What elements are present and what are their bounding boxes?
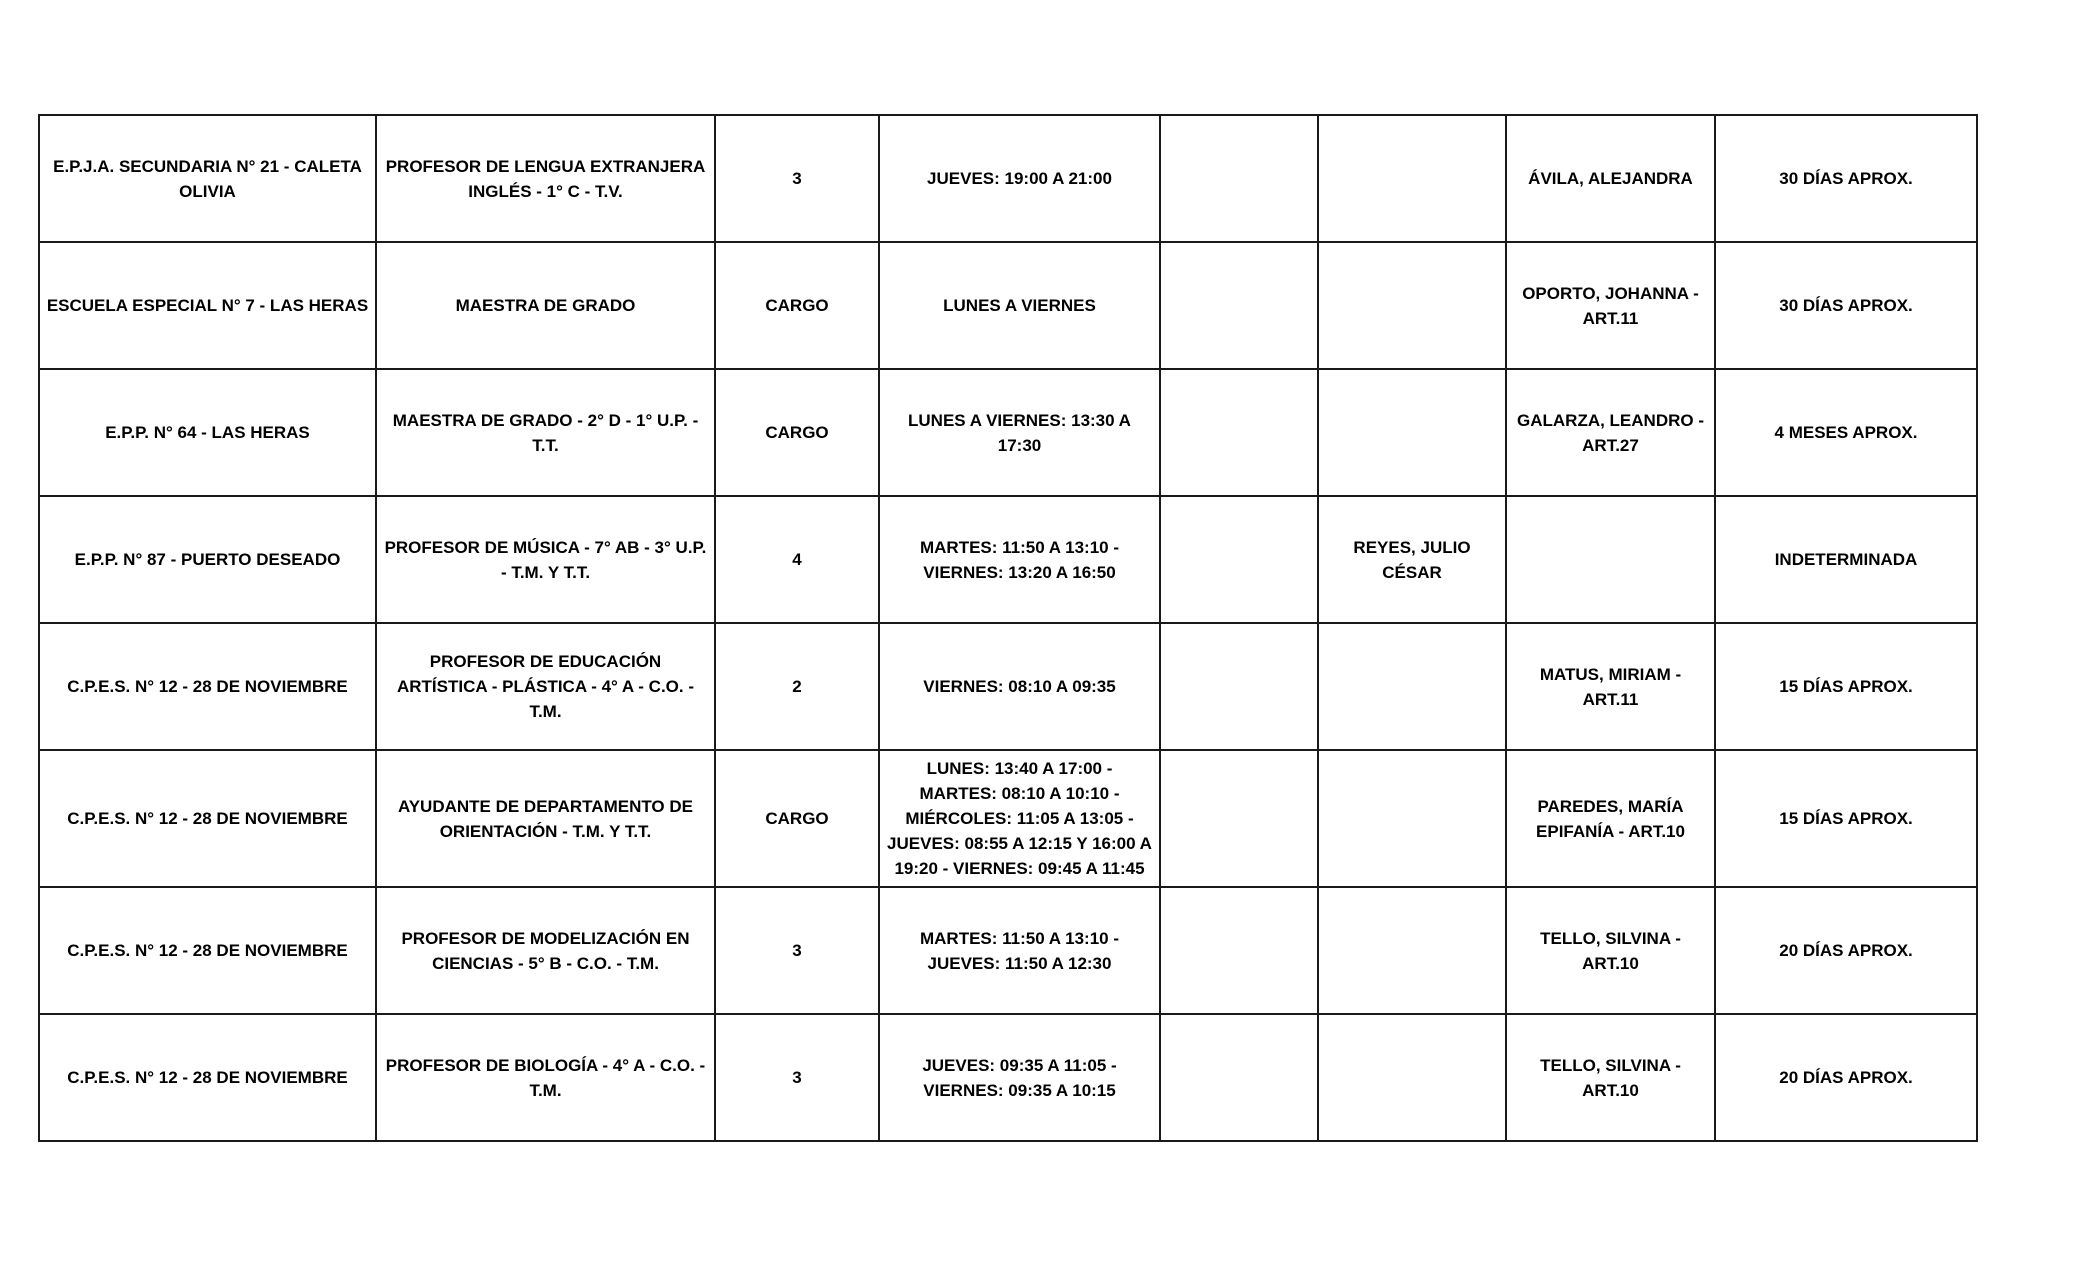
duration-cell: 15 DÍAS APROX. xyxy=(1715,623,1977,750)
holder-cell: REYES, JULIO CÉSAR xyxy=(1318,496,1506,623)
holder-cell xyxy=(1318,115,1506,242)
schedule-cell: LUNES A VIERNES xyxy=(879,242,1160,369)
position-cell: PROFESOR DE MÚSICA - 7° AB - 3° U.P. - T.M. Y T.T. xyxy=(376,496,715,623)
holder-cell xyxy=(1318,750,1506,887)
position-cell: PROFESOR DE EDUCACIÓN ARTÍSTICA - PLÁSTICA - 4° A - C.O. - T.M. xyxy=(376,623,715,750)
table-row xyxy=(39,242,1977,369)
empty-cell xyxy=(1160,623,1318,750)
holder-cell xyxy=(1318,887,1506,1014)
position-cell: AYUDANTE DE DEPARTAMENTO DE ORIENTACIÓN - T.M. Y T.T. xyxy=(376,750,715,887)
hours-cell: 3 xyxy=(715,115,879,242)
schedule-cell: VIERNES: 08:10 A 09:35 xyxy=(879,623,1160,750)
school-cell: C.P.E.S. N° 12 - 28 DE NOVIEMBRE xyxy=(39,623,376,750)
replaced-teacher-cell: ÁVILA, ALEJANDRA xyxy=(1506,115,1715,242)
school-cell: ESCUELA ESPECIAL N° 7 - LAS HERAS xyxy=(39,242,376,369)
schedule-cell: LUNES A VIERNES: 13:30 A 17:30 xyxy=(879,369,1160,496)
school-cell: E.P.P. N° 64 - LAS HERAS xyxy=(39,369,376,496)
replaced-teacher-cell: TELLO, SILVINA - ART.10 xyxy=(1506,887,1715,1014)
table-row xyxy=(39,1014,1977,1141)
duration-cell: 20 DÍAS APROX. xyxy=(1715,1014,1977,1141)
hours-cell: CARGO xyxy=(715,242,879,369)
hours-cell: 3 xyxy=(715,887,879,1014)
replaced-teacher-cell: TELLO, SILVINA - ART.10 xyxy=(1506,1014,1715,1141)
replaced-teacher-cell xyxy=(1506,496,1715,623)
table-row xyxy=(39,115,1977,242)
school-cell: E.P.J.A. SECUNDARIA N° 21 - CALETA OLIVIA xyxy=(39,115,376,242)
empty-cell xyxy=(1160,496,1318,623)
table-row xyxy=(39,369,1977,496)
hours-cell: CARGO xyxy=(715,369,879,496)
duration-cell: INDETERMINADA xyxy=(1715,496,1977,623)
duration-cell: 30 DÍAS APROX. xyxy=(1715,115,1977,242)
duration-cell: 4 MESES APROX. xyxy=(1715,369,1977,496)
table-row xyxy=(39,887,1977,1014)
duration-cell: 30 DÍAS APROX. xyxy=(1715,242,1977,369)
school-cell: C.P.E.S. N° 12 - 28 DE NOVIEMBRE xyxy=(39,1014,376,1141)
schedule-cell: LUNES: 13:40 A 17:00 - MARTES: 08:10 A 10:10 - MIÉRCOLES: 11:05 A 13:05 - JUEVES: 08:55 A 12:15 Y 16:00 A 19:20 - VIERNES: 09:45 A 11:45 xyxy=(879,750,1160,887)
hours-cell: 3 xyxy=(715,1014,879,1141)
position-cell: MAESTRA DE GRADO - 2° D - 1° U.P. - T.T. xyxy=(376,369,715,496)
replaced-teacher-cell: PAREDES, MARÍA EPIFANÍA - ART.10 xyxy=(1506,750,1715,887)
schedule-cell: MARTES: 11:50 A 13:10 - VIERNES: 13:20 A 16:50 xyxy=(879,496,1160,623)
schedule-cell: JUEVES: 19:00 A 21:00 xyxy=(879,115,1160,242)
table-row xyxy=(39,750,1977,887)
school-cell: C.P.E.S. N° 12 - 28 DE NOVIEMBRE xyxy=(39,750,376,887)
school-cell: E.P.P. N° 87 - PUERTO DESEADO xyxy=(39,496,376,623)
schedule-cell: MARTES: 11:50 A 13:10 - JUEVES: 11:50 A 12:30 xyxy=(879,887,1160,1014)
table-row xyxy=(39,496,1977,623)
position-cell: PROFESOR DE LENGUA EXTRANJERA INGLÉS - 1° C - T.V. xyxy=(376,115,715,242)
holder-cell xyxy=(1318,623,1506,750)
empty-cell xyxy=(1160,1014,1318,1141)
position-cell: PROFESOR DE MODELIZACIÓN EN CIENCIAS - 5° B - C.O. - T.M. xyxy=(376,887,715,1014)
position-cell: MAESTRA DE GRADO xyxy=(376,242,715,369)
vacancies-table xyxy=(38,114,1978,1142)
hours-cell: 2 xyxy=(715,623,879,750)
empty-cell xyxy=(1160,242,1318,369)
replaced-teacher-cell: GALARZA, LEANDRO - ART.27 xyxy=(1506,369,1715,496)
holder-cell xyxy=(1318,242,1506,369)
table-row xyxy=(39,623,1977,750)
empty-cell xyxy=(1160,887,1318,1014)
position-cell: PROFESOR DE BIOLOGÍA - 4° A - C.O. - T.M. xyxy=(376,1014,715,1141)
duration-cell: 20 DÍAS APROX. xyxy=(1715,887,1977,1014)
holder-cell xyxy=(1318,369,1506,496)
replaced-teacher-cell: OPORTO, JOHANNA - ART.11 xyxy=(1506,242,1715,369)
schedule-cell: JUEVES: 09:35 A 11:05 - VIERNES: 09:35 A 10:15 xyxy=(879,1014,1160,1141)
hours-cell: CARGO xyxy=(715,750,879,887)
empty-cell xyxy=(1160,115,1318,242)
school-cell: C.P.E.S. N° 12 - 28 DE NOVIEMBRE xyxy=(39,887,376,1014)
hours-cell: 4 xyxy=(715,496,879,623)
empty-cell xyxy=(1160,369,1318,496)
holder-cell xyxy=(1318,1014,1506,1141)
replaced-teacher-cell: MATUS, MIRIAM - ART.11 xyxy=(1506,623,1715,750)
duration-cell: 15 DÍAS APROX. xyxy=(1715,750,1977,887)
empty-cell xyxy=(1160,750,1318,887)
